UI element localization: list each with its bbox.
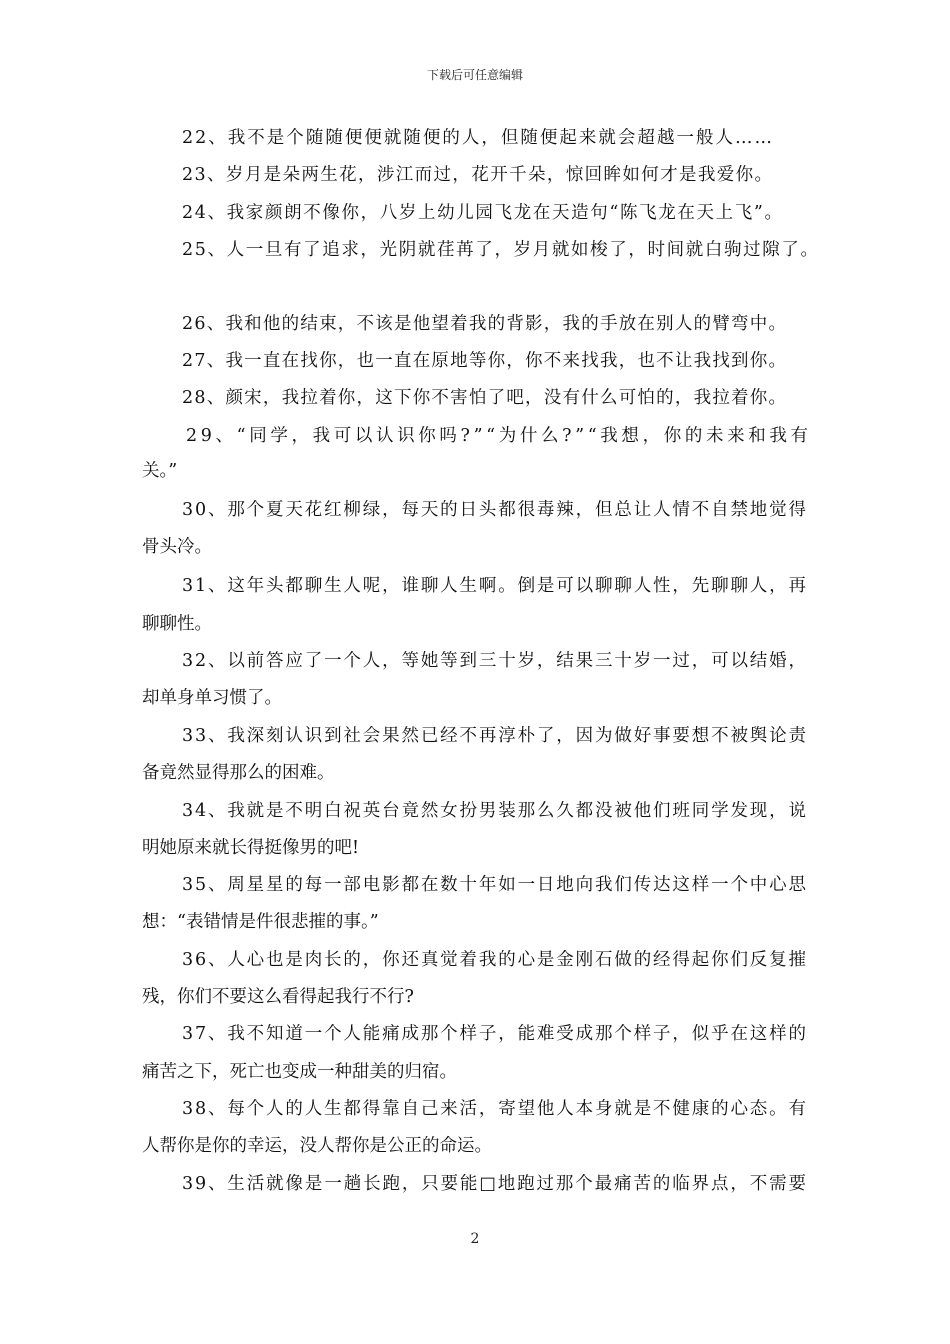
paragraph-line: 26、我和他的结束，不该是他望着我的背影，我的手放在别人的臂弯中。 <box>182 314 788 334</box>
paragraph-line: 备竟然显得那么的困难。 <box>142 763 335 783</box>
paragraph-line: 25、人一旦有了追求，光阴就荏苒了，岁月就如梭了，时间就白驹过隙了。 <box>182 240 820 260</box>
paragraph-line: 38、每个人的人生都得靠自己来活，寄望他人本身就是不健康的心态。有 <box>182 1099 808 1119</box>
paragraph-line: 36、人心也是肉长的，你还真觉着我的心是金刚石做的经得起你们反复摧 <box>182 950 808 970</box>
paragraph-line: 29、“同学，我可以认识你吗?”“为什么?”“我想，你的未来和我有 <box>186 426 812 446</box>
paragraph-line: 34、我就是不明白祝英台竟然女扮男装那么久都没被他们班同学发现，说 <box>182 801 808 821</box>
paragraph-line: 23、岁月是朵两生花，涉江而过，花开千朵，惊回眸如何才是我爱你。 <box>182 165 774 185</box>
paragraph-line: 骨头冷。 <box>142 537 212 557</box>
paragraph-line: 明她原来就长得挺像男的吧! <box>142 838 360 858</box>
paragraph-line: 想：“表错情是件很悲摧的事。” <box>142 912 379 932</box>
page-header-note: 下载后可任意编辑 <box>426 68 523 82</box>
paragraph-line: 28、颜宋，我拉着你，这下你不害怕了吧，没有什么可怕的，我拉着你。 <box>182 388 788 408</box>
paragraph-line: 33、我深刻认识到社会果然已经不再淳朴了，因为做好事要想不被舆论责 <box>182 726 808 746</box>
paragraph-line: 37、我不知道一个人能痛成那个样子，能难受成那个样子，似乎在这样的 <box>182 1024 808 1044</box>
paragraph-line: 关。” <box>142 461 178 481</box>
paragraph-line: 痛苦之下，死亡也变成一种甜美的归宿。 <box>142 1062 457 1082</box>
paragraph-line: 32、以前答应了一个人，等她等到三十岁，结果三十岁一过，可以结婚， <box>182 651 808 671</box>
paragraph-line: 27、我一直在找你，也一直在原地等你，你不来找我，也不让我找到你。 <box>182 351 788 371</box>
paragraph-line: 22、我不是个随随便便就随便的人，但随便起来就会超越一般人…… <box>182 128 774 148</box>
paragraph-line: 却单身单习惯了。 <box>142 688 282 708</box>
paragraph-line: 24、我家颜朗不像你，八岁上幼儿园飞龙在天造句“陈飞龙在天上飞”。 <box>182 203 784 223</box>
page-number: 2 <box>470 1231 480 1247</box>
paragraph-line: 30、那个夏天花红柳绿，每天的日头都很毒辣，但总让人情不自禁地觉得 <box>182 500 808 520</box>
paragraph-line: 人帮你是你的幸运，没人帮你是公正的命运。 <box>142 1136 492 1156</box>
paragraph-line: 31、这年头都聊生人呢，谁聊人生啊。倒是可以聊聊人性，先聊聊人，再 <box>182 576 808 596</box>
paragraph-line: 聊聊性。 <box>142 614 212 634</box>
paragraph-line: 39、生活就像是一趟长跑，只要能□地跑过那个最痛苦的临界点，不需要 <box>182 1174 808 1194</box>
paragraph-line: 35、周星星的每一部电影都在数十年如一日地向我们传达这样一个中心思 <box>182 875 808 895</box>
paragraph-line: 残，你们不要这么看得起我行不行? <box>142 987 414 1007</box>
